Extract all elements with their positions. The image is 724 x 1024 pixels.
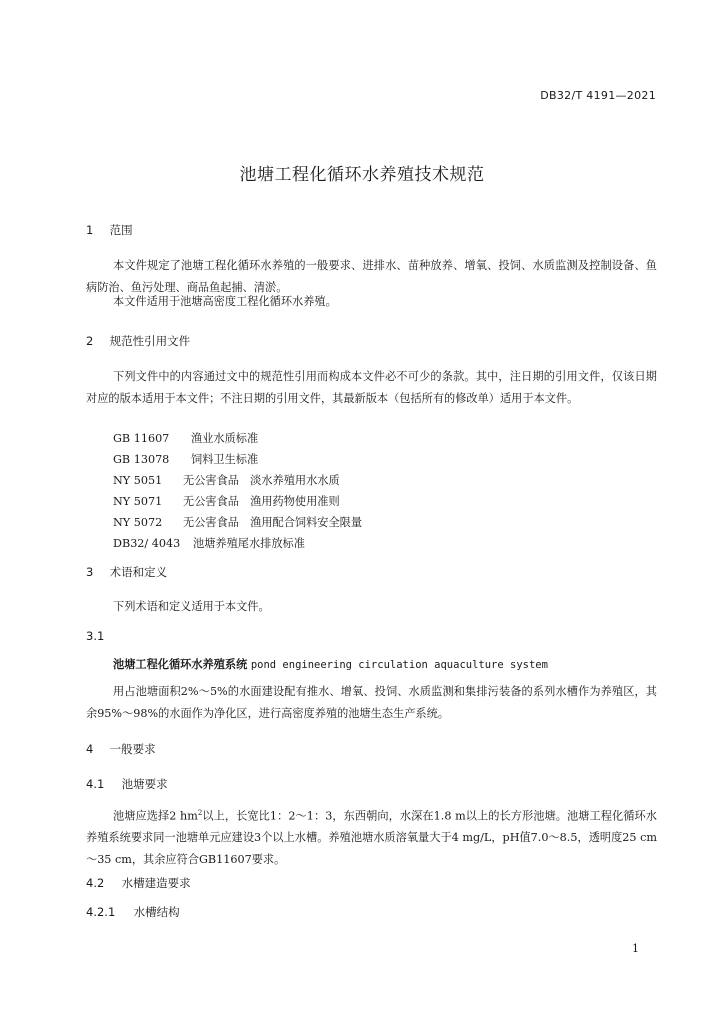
reference-item: [113, 493, 340, 509]
term-entry: [113, 656, 548, 672]
section-number: 4.2: [86, 876, 105, 890]
section-title: 池塘要求: [121, 777, 168, 791]
reference-code: DB32/ 4043: [113, 537, 181, 550]
reference-code: NY 5051: [113, 474, 163, 487]
subsection-3-1-number: 3.1: [86, 629, 105, 643]
reference-name: 渔业水质标准: [191, 432, 259, 445]
section-number: 4.2.1: [86, 905, 116, 919]
reference-item: [113, 472, 340, 488]
term-chinese: 池塘工程化循环水养殖系统: [113, 658, 248, 671]
section-number: 4: [86, 742, 94, 756]
term-english: pond engineering circulation aquaculture system: [250, 659, 548, 671]
pond-requirements-text-1: 池塘应选择2 hm: [113, 809, 198, 823]
section-title: 水槽结构: [133, 905, 180, 919]
pond-requirements-text-2: 以上，长宽比1：2～1：3，东西朝向，水深在1.8 m以上的长方形池塘。池塘工程化循环水养殖系统要求同一池塘单元应建设3个以上水槽。养殖池塘水质溶氧量大于4 mg/L，pH值7.0～8.5，透明度25 cm～35 cm，其余应符合GB11607要求。: [86, 809, 657, 866]
reference-name: 无公害食品 渔用配合饲料安全限量: [183, 516, 363, 529]
document-title: 池塘工程化循环水养殖技术规范: [239, 165, 485, 185]
reference-code: NY 5072: [113, 516, 163, 529]
normative-references-paragraph: 下列文件中的内容通过文中的规范性引用而构成本文件必不可少的条款。其中，注日期的引用文件，仅该日期对应的版本适用于本文件；不注日期的引用文件，其最新版本（包括所有的修改单）适用于本文件。: [86, 370, 657, 405]
section-title: 术语和定义: [109, 565, 168, 579]
reference-name: 饲料卫生标准: [191, 453, 259, 466]
scope-paragraph-1: 本文件规定了池塘工程化循环水养殖的一般要求、进排水、苗种放养、增氧、投饲、水质监测及控制设备、鱼病防治、鱼污处理、商品鱼起捕、清淤。: [86, 259, 657, 294]
reference-code: GB 13078: [113, 453, 170, 466]
section-title: 规范性引用文件: [109, 334, 191, 348]
pond-requirements-paragraph: [86, 803, 657, 870]
reference-name: 池塘养殖尾水排放标准: [193, 537, 305, 550]
subsection-4-1-heading: [86, 776, 168, 792]
section-title: 范围: [109, 223, 133, 237]
reference-name: 无公害食品 渔用药物使用准则: [183, 495, 340, 508]
reference-item: [113, 514, 362, 530]
page-number: 1: [632, 942, 639, 955]
section-1-heading: [86, 222, 133, 238]
section-2-heading: [86, 333, 190, 349]
section-title: 水槽建造要求: [121, 876, 191, 890]
reference-item: [113, 430, 258, 446]
section-title: 一般要求: [109, 742, 156, 756]
subsection-4-2-heading: [86, 875, 191, 891]
document-id: DB32/T 4191—2021: [540, 89, 656, 102]
reference-item: [113, 451, 258, 467]
section-3-heading: [86, 564, 167, 580]
scope-paragraph-2: 本文件适用于池塘高密度工程化循环水养殖。: [113, 295, 337, 308]
reference-name: 无公害食品 淡水养殖用水水质: [183, 474, 340, 487]
reference-code: GB 11607: [113, 432, 170, 445]
reference-code: NY 5071: [113, 495, 163, 508]
section-number: 2: [86, 334, 94, 348]
terms-intro-paragraph: 下列术语和定义适用于本文件。: [113, 600, 270, 613]
term-definition: 用占池塘面积2%～5%的水面建设配有推水、增氧、投饲、水质监测和集排污装备的系列水槽作为养殖区，其余95%～98%的水面作为净化区，进行高密度养殖的池塘生态生产系统。: [86, 685, 657, 720]
superscript-2: 2: [197, 809, 203, 817]
section-number: 1: [86, 223, 94, 237]
section-number: 3: [86, 565, 94, 579]
reference-item: [113, 535, 305, 551]
subsection-4-2-1-heading: [86, 904, 180, 920]
section-number: 4.1: [86, 777, 105, 791]
section-4-heading: [86, 741, 156, 757]
